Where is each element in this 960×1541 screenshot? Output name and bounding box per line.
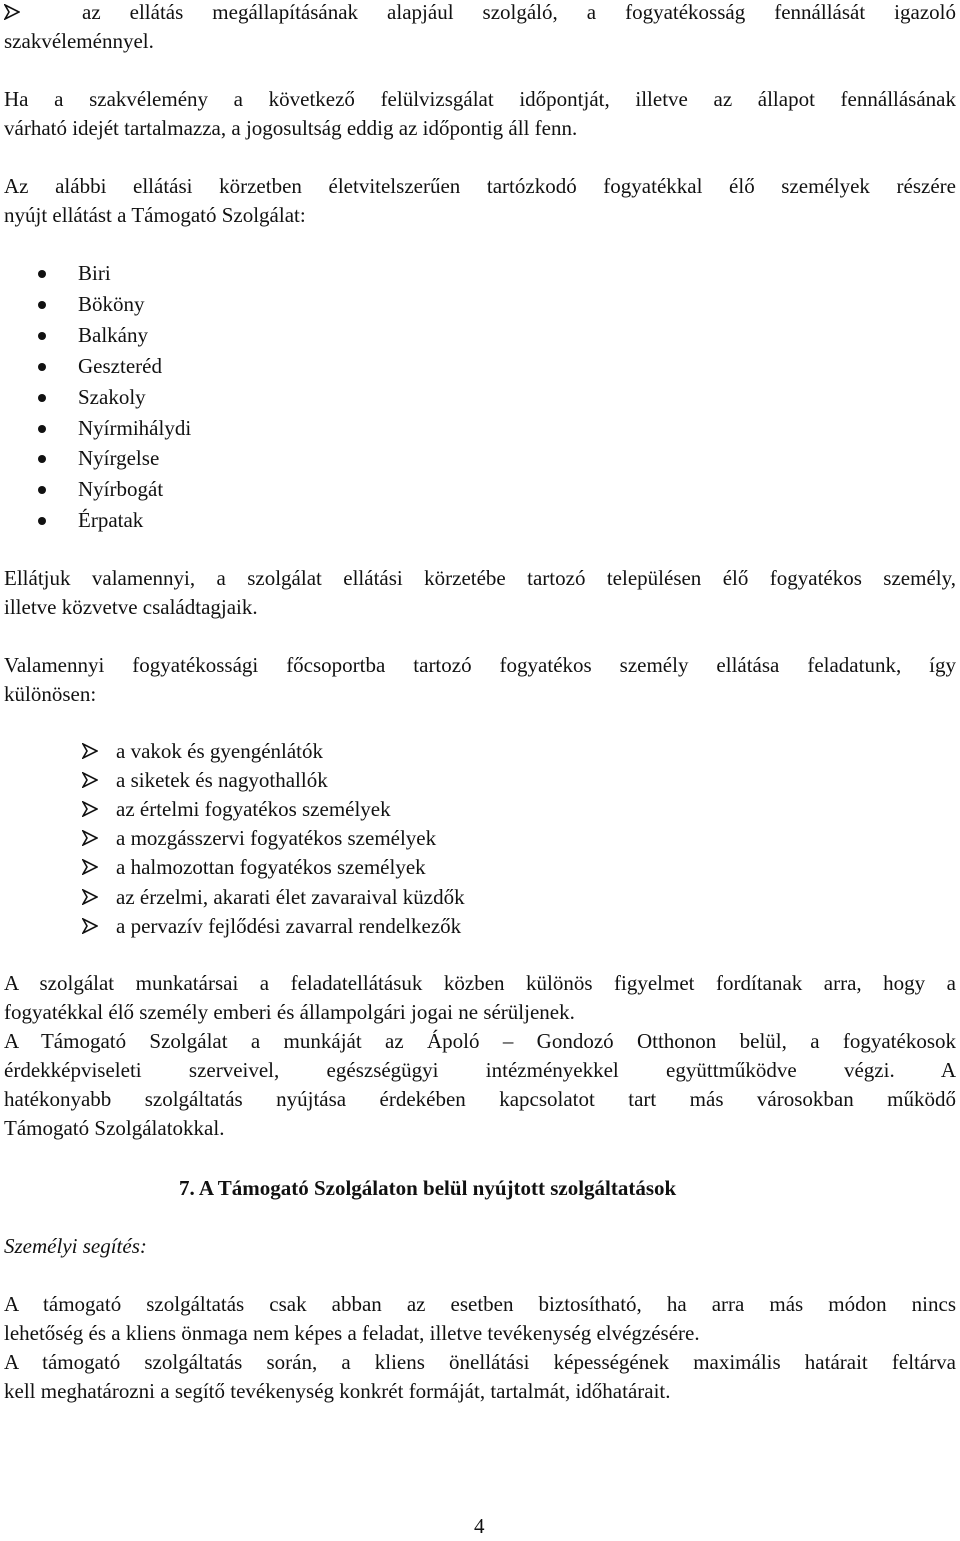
text-line: A támogató szolgáltatás során, a kliens önellátási képességének maximális határait feltárva [4,1350,956,1374]
text-line: érdekképviseleti szerveivel, egészségügyi intézményekkel együttműködve végzi. A [4,1058,956,1082]
list-item-text: az érzelmi, akarati élet zavaraival küzdők [116,884,465,909]
list-item-text: a halmozottan fogyatékos személyek [116,855,426,880]
list-item [116,824,436,853]
text-line: A szolgálat munkatársai a feladatellátásuk közben különös figyelmet fordítanak arra, hogy a [4,971,956,995]
list-item-text: a siketek és nagyothallók [116,768,328,793]
bullet-dot-icon [38,270,46,278]
bullet-dot-icon [38,517,46,525]
arrow-bullet-icon [82,766,106,788]
list-item [78,506,143,535]
text-line: szakvéleménnyel. [4,29,154,53]
list-item-text: Geszteréd [78,353,162,378]
bullet-dot-icon [38,394,46,402]
list-item [78,321,148,350]
arrow-bullet-icon [82,883,106,905]
list-item-text: az ellátás megállapításának alapjául szolgáló, a fogyatékosság fennállását igazoló [82,0,956,24]
arrow-bullet-icon [4,0,28,20]
subheading: Személyi segítés: [4,1234,147,1258]
arrow-bullet-icon [82,737,106,759]
text-line: különösen: [4,682,97,706]
list-item-text: a vakok és gyengénlátók [116,739,324,763]
list-item [82,0,956,27]
list-item [116,853,426,882]
bullet-dot-icon [38,332,46,340]
list-item-text: Nyírbogát [78,477,164,502]
section-heading: 7. A Támogató Szolgálaton belül nyújtott szolgáltatások [179,1176,677,1200]
list-item [78,475,163,504]
arrow-bullet-icon [82,824,106,846]
text-line: várható idejét tartalmazza, a jogosultság eddig az időpontig áll fenn. [4,116,578,140]
bullet-dot-icon [38,301,46,309]
bullet-dot-icon [38,486,46,494]
text-line: Ellátjuk valamennyi, a szolgálat ellátási körzetébe tartozó településen élő fogyatékos személy, [4,566,956,590]
list-item-text: Érpatak [78,508,144,533]
page-number: 4 [474,1514,485,1538]
text-line: Az alábbi ellátási körzetben életvitelszerűen tartózkodó fogyatékkal élő személyek részére [4,174,956,198]
list-item [116,912,461,941]
list-item-text: Szakoly [78,384,146,409]
list-item [78,352,162,381]
list-item-text: a pervazív fejlődési zavarral rendelkezők [116,913,462,938]
list-item-text: az értelmi fogyatékos személyek [116,797,391,822]
list-item [78,414,191,443]
text-line: Támogató Szolgálatokkal. [4,1116,225,1140]
arrow-bullet-icon [82,795,106,817]
text-line: kell meghatározni a segítő tevékenység konkrét formáját, tartalmát, időhatárait. [4,1379,671,1403]
arrow-bullet-icon [82,912,106,934]
bullet-dot-icon [38,455,46,463]
text-line: hatékonyabb szolgáltatás nyújtása érdekében kapcsolatot tart más városokban működő [4,1087,956,1111]
list-item [78,259,111,288]
text-line: Ha a szakvélemény a következő felülvizsgálat időpontját, illetve az állapot fennállásának [4,87,956,111]
list-item [116,883,465,912]
text-line: A támogató szolgáltatás csak abban az esetben biztosítható, ha arra más módon nincs [4,1292,956,1316]
list-item-text: Balkány [78,322,148,347]
list-item [78,290,145,319]
text-line: nyújt ellátást a Támogató Szolgálat: [4,203,306,227]
list-item [78,444,159,473]
list-item-text: Nyírgelse [78,446,160,471]
bullet-dot-icon [38,363,46,371]
text-line: Valamennyi fogyatékossági főcsoportba tartozó fogyatékos személy ellátása feladatunk, így [4,653,956,677]
list-item [116,766,328,795]
text-line: A Támogató Szolgálat a munkáját az Ápoló – Gondozó Otthonon belül, a fogyatékosok [4,1029,956,1053]
list-item-text: Nyírmihálydi [78,415,192,440]
arrow-bullet-icon [82,853,106,875]
list-item-text: a mozgásszervi fogyatékos személyek [116,826,437,851]
list-item [78,383,146,412]
text-line: illetve közvetve családtagjaik. [4,595,258,619]
list-item-text: Biri [78,261,111,285]
list-item-text: Bököny [78,291,145,316]
text-line: fogyatékkal élő személy emberi és állampolgári jogai ne sérüljenek. [4,1000,575,1024]
bullet-dot-icon [38,425,46,433]
list-item [116,737,323,766]
text-line: lehetőség és a kliens önmaga nem képes a feladat, illetve tevékenység elvégzésére. [4,1321,700,1345]
list-item [116,795,391,824]
